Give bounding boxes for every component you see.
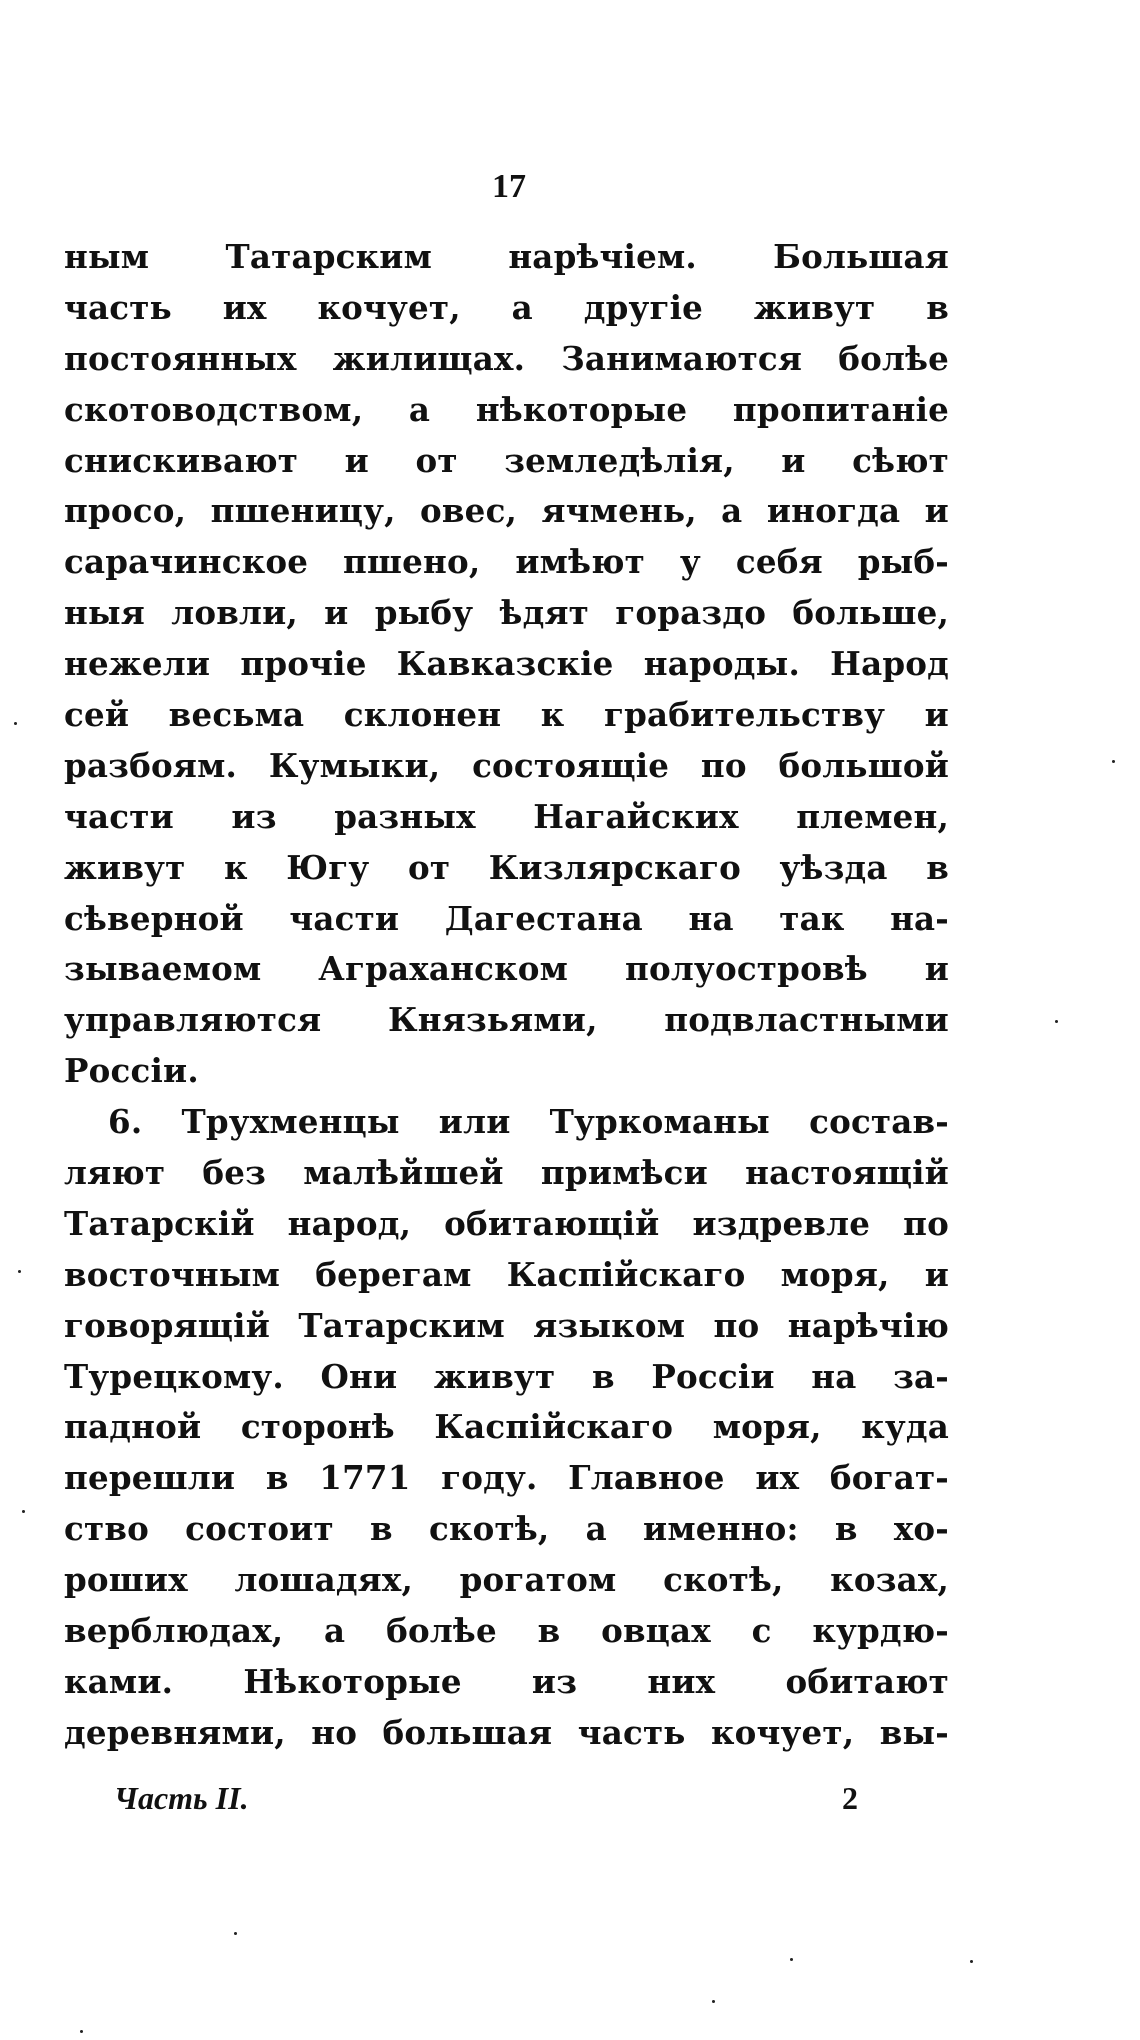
scan-speck bbox=[14, 722, 17, 725]
paragraph-start-line: 6. Трухменцы или Туркоманы состав- bbox=[108, 1102, 949, 1142]
text-line: зываемом Аграханском полуостровѣ и bbox=[64, 949, 949, 989]
scan-speck bbox=[970, 1960, 973, 1963]
text-line: нежели прочіе Кавказскіе народы. Народ bbox=[64, 644, 949, 684]
text-line: ным Татарским нарѣчіем. Большая bbox=[64, 237, 949, 276]
text-line: падной сторонѣ Каспійскаго моря, куда bbox=[64, 1407, 949, 1447]
scan-speck bbox=[790, 1958, 793, 1961]
page-number: 17 bbox=[492, 168, 526, 205]
text-line: часть их кочует, а другіе живут в bbox=[64, 287, 949, 327]
page-footer bbox=[76, 1780, 876, 1830]
signature-mark: Часть II. bbox=[114, 1780, 249, 1816]
paragraph-end-line: Россіи. bbox=[64, 1051, 199, 1091]
text-line: снискивают и от земледѣлія, и сѣют bbox=[64, 440, 949, 480]
text-line: Татарскій народ, обитающій издревле по bbox=[64, 1203, 949, 1243]
text-line: просо, пшеницу, овес, ячмень, а иногда и bbox=[64, 491, 949, 531]
text-line: постоянных жилищах. Занимаются болѣе bbox=[64, 338, 949, 378]
scan-speck bbox=[18, 1270, 21, 1273]
text-line: ныя ловли, и рыбу ѣдят гораздо больше, bbox=[64, 593, 949, 633]
scan-speck bbox=[712, 2000, 715, 2003]
text-line: части из разных Нагайских племен, bbox=[64, 796, 949, 836]
text-line: верблюдах, а болѣе в овцах с курдю- bbox=[64, 1611, 949, 1651]
text-line: перешли в 1771 году. Главное их богат- bbox=[64, 1458, 949, 1498]
text-line: скотоводством, а нѣкоторые пропитаніе bbox=[64, 389, 949, 429]
scan-speck bbox=[234, 1932, 237, 1935]
text-line: Турецкому. Они живут в Россіи на за- bbox=[64, 1356, 949, 1396]
text-line: сарачинское пшено, имѣют у себя рыб- bbox=[64, 542, 949, 582]
text-line: управляются Князьями, подвластными bbox=[64, 1000, 949, 1040]
text-line: ство состоит в скотѣ, а именно: в хо- bbox=[64, 1509, 949, 1549]
text-line: разбоям. Кумыки, состоящіе по большой bbox=[64, 745, 949, 785]
scan-speck bbox=[80, 2030, 83, 2033]
text-line: ляют без малѣйшей примѣси настоящій bbox=[64, 1153, 949, 1193]
text-line: говорящій Татарским языком по нарѣчію bbox=[64, 1305, 949, 1345]
text-line: живут к Югу от Кизлярскаго уѣзда в bbox=[64, 847, 949, 887]
text-line: роших лошадях, рогатом скотѣ, козах, bbox=[64, 1560, 949, 1600]
text-line: ками. Нѣкоторые из них обитают bbox=[64, 1661, 949, 1701]
text-line: деревнями, но большая часть кочует, вы- bbox=[64, 1712, 949, 1752]
scan-speck bbox=[1112, 760, 1115, 763]
body-text bbox=[64, 232, 949, 1759]
scan-speck bbox=[22, 1510, 25, 1513]
text-line: сѣверной части Дагестана на так на- bbox=[64, 898, 949, 938]
text-line: восточным берегам Каспійскаго моря, и bbox=[64, 1254, 949, 1294]
text-line: сей весьма склонен к грабительству и bbox=[64, 695, 949, 735]
sheet-number: 2 bbox=[842, 1780, 858, 1816]
scan-speck bbox=[1055, 1020, 1058, 1023]
